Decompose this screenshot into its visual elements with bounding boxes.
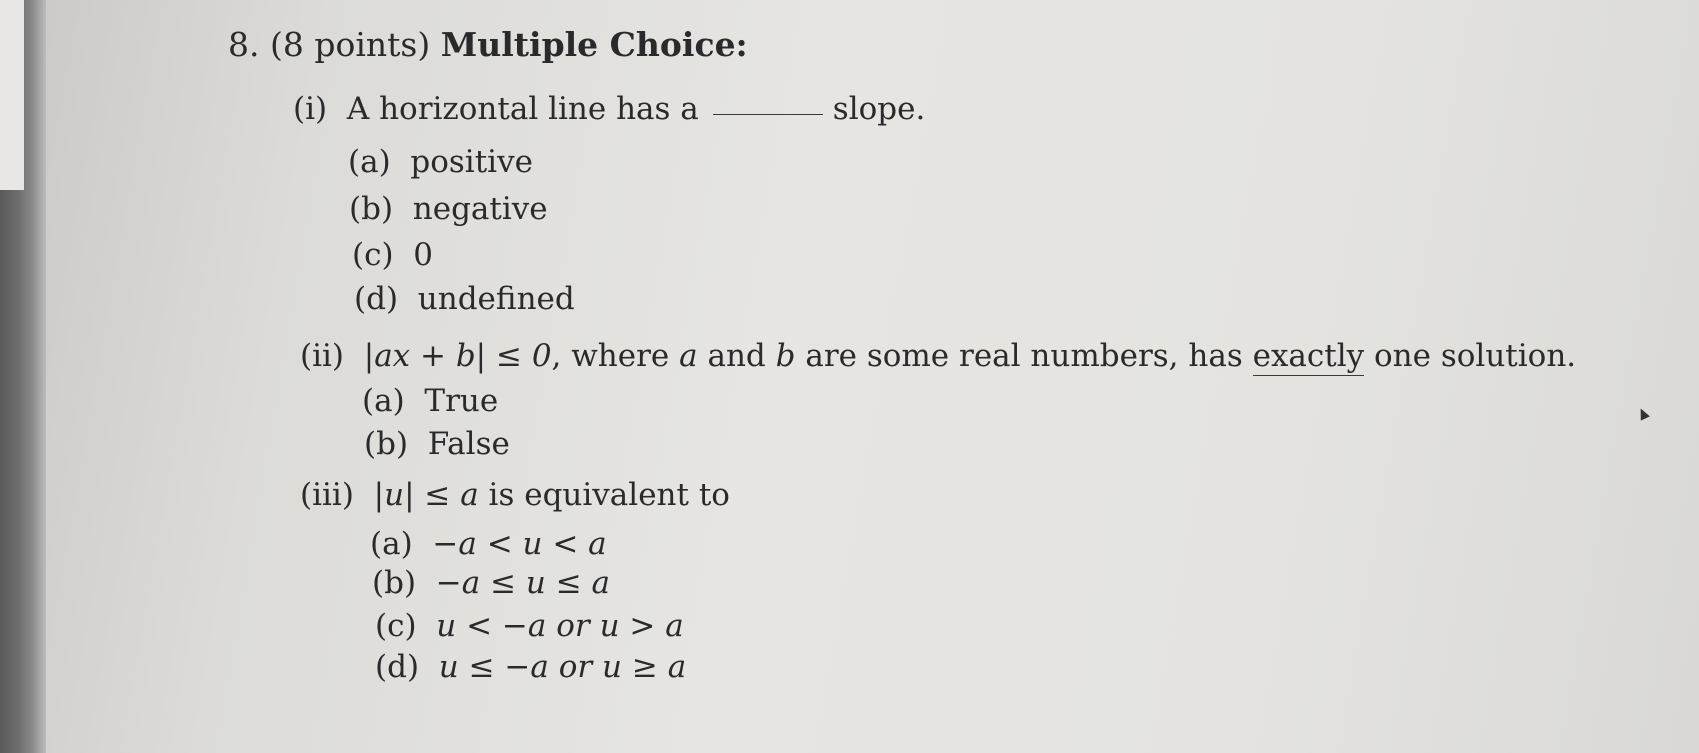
option-text: 0 [413, 237, 434, 273]
option [375, 649, 687, 685]
math-expression: |ax + b| ≤ 0 [363, 338, 552, 374]
option-text: −a ≤ u ≤ a [435, 565, 611, 601]
prompt-text: , where [551, 338, 670, 374]
prompt-text: A horizontal line has a [346, 91, 699, 127]
prompt-text: is equivalent to [488, 477, 730, 513]
part-ii-prompt [300, 338, 1577, 374]
part-label: (ii) [300, 338, 345, 374]
math-expression: |u| ≤ a [373, 477, 479, 513]
option [372, 565, 611, 601]
option-text: undefined [417, 281, 575, 317]
option [352, 237, 434, 273]
option-text: u < −a or u > a [436, 608, 684, 644]
option-text: True [424, 383, 499, 419]
option [348, 144, 533, 180]
option-label: (a) [370, 526, 413, 562]
math-variable: b [775, 338, 796, 374]
option [362, 383, 499, 419]
option-label: (c) [375, 608, 417, 644]
option [375, 608, 684, 644]
prompt-text: one solution. [1374, 338, 1577, 374]
option-label: (b) [372, 565, 417, 601]
part-label: (iii) [300, 477, 354, 513]
math-variable: a [679, 338, 698, 374]
prompt-text: and [707, 338, 766, 374]
prompt-text: slope. [832, 91, 926, 127]
option [364, 426, 510, 462]
answer-blank [713, 114, 823, 115]
option [349, 191, 548, 227]
option-label: (b) [349, 191, 394, 227]
underlined-word: exactly [1252, 338, 1365, 374]
question-title: Multiple Choice: [440, 25, 748, 64]
page-corner [0, 0, 24, 190]
question-points: (8 points) [270, 25, 431, 64]
option-text: u ≤ −a or u ≥ a [438, 649, 687, 685]
part-i-prompt [293, 91, 926, 127]
option-label: (c) [352, 237, 394, 273]
option [354, 281, 575, 317]
option-label: (a) [362, 383, 405, 419]
question-heading [228, 25, 748, 64]
option-label: (b) [364, 426, 409, 462]
option-label: (d) [354, 281, 399, 317]
part-iii-prompt [300, 477, 730, 513]
question-number: 8. [228, 25, 260, 64]
option-text: False [427, 426, 510, 462]
mouse-cursor-icon [1636, 406, 1650, 420]
part-label: (i) [293, 91, 328, 127]
option [370, 526, 607, 562]
option-text: negative [412, 191, 548, 227]
option-label: (a) [348, 144, 391, 180]
option-text: −a < u < a [432, 526, 607, 562]
prompt-text: are some real numbers, has [805, 338, 1243, 374]
option-label: (d) [375, 649, 420, 685]
option-text: positive [410, 144, 533, 180]
